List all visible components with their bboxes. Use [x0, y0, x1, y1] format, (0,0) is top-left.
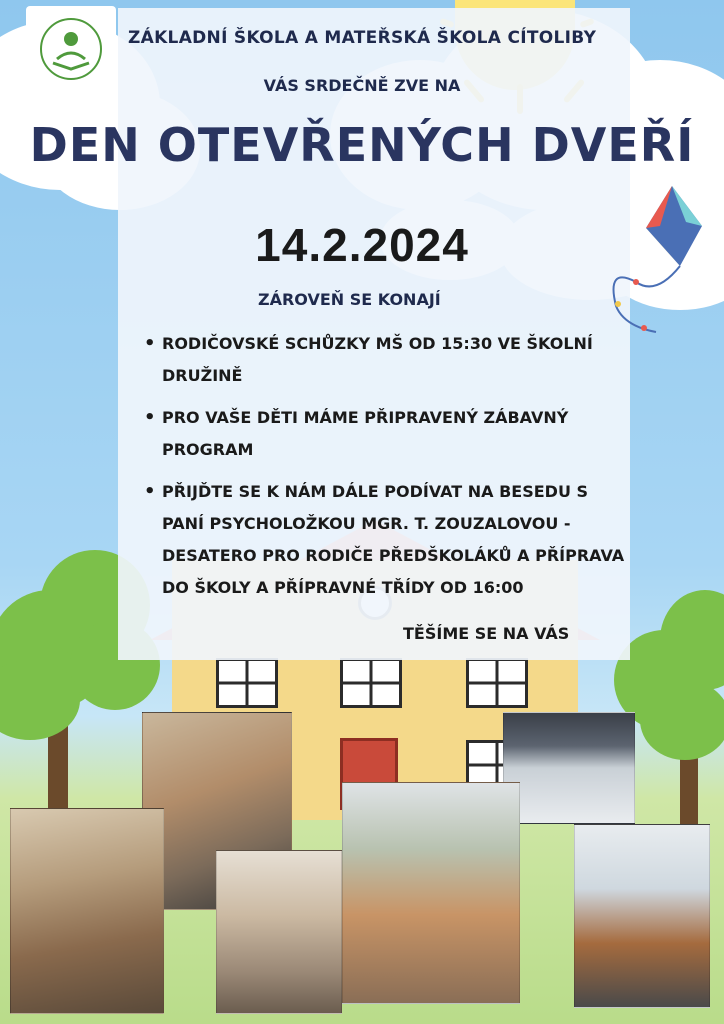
- photo-children-drawing: [10, 808, 164, 1014]
- event-date: 14.2.2024: [255, 219, 469, 271]
- list-item: • PŘIJĎTE SE K NÁM DÁLE PODÍVAT NA BESEDU S PANÍ PSYCHOLOŽKOU MGR. T. ZOUZALOVOU - DESATERO PRO RODIČE PŘEDŠKOLÁKŮ A PŘÍPRAVA DO ŠKOLY A PŘÍPRAVNÉ TŘÍDY OD 16:00: [140, 476, 630, 604]
- closing-text: TĚŠÍME SE NA VÁS: [403, 624, 570, 643]
- kite-icon: [596, 186, 706, 336]
- school-logo-icon: [31, 13, 111, 85]
- list-item: • RODIČOVSKÉ SCHŮZKY MŠ OD 15:30 VE ŠKOLNÍ DRUŽINĚ: [140, 328, 630, 392]
- photo-girl-with-craft: [216, 850, 342, 1014]
- program-intro: ZÁROVEŇ SE KONAJÍ: [258, 290, 441, 309]
- event-headline: DEN OTEVŘENÝCH DVEŘÍ: [29, 118, 695, 172]
- photo-ice-skating: [503, 712, 635, 824]
- list-item: • PRO VAŠE DĚTI MÁME PŘIPRAVENÝ ZÁBAVNÝ PROGRAM: [140, 402, 630, 466]
- invite-text: VÁS SRDEČNĚ ZVE NA: [263, 76, 461, 95]
- program-list: [140, 328, 630, 614]
- photo-classroom-workshop: [342, 782, 520, 1004]
- photo-computer-class: [574, 824, 710, 1008]
- school-name: ZÁKLADNÍ ŠKOLA A MATEŘSKÁ ŠKOLA CÍTOLIBY: [128, 28, 597, 48]
